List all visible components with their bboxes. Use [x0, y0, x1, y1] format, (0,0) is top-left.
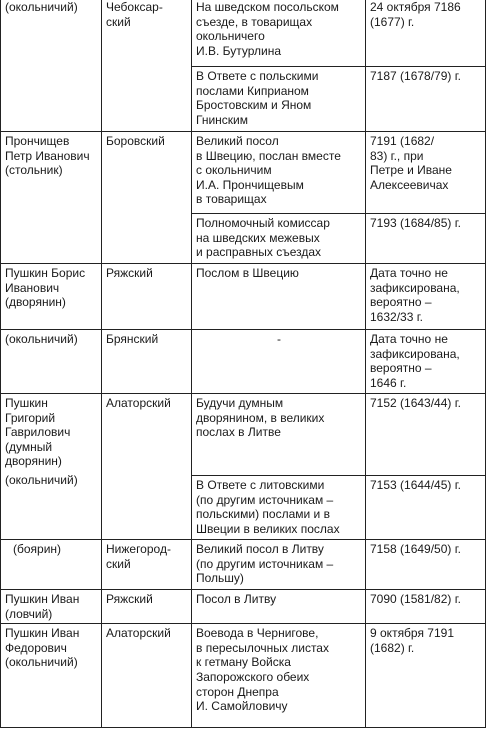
- person-cell: (боярин): [1, 540, 102, 590]
- person-cell: Пушкин Иван Федорович (окольничий): [1, 624, 102, 728]
- date-cell: Дата точно не зафиксирована, вероятно – 1632/33 г.: [366, 264, 486, 330]
- table-row: [1, 394, 486, 476]
- table-row: [1, 540, 486, 590]
- district-cell: Боровский: [102, 132, 192, 264]
- date-cell: 7152 (1643/44) г.: [366, 394, 486, 476]
- event-cell: В Ответе с польскими послами Киприаном Бростовским и Яном Гнинским: [192, 67, 366, 132]
- person-cell: [1, 394, 102, 540]
- event-cell: Воевода в Чернигове, в пересылочных листах к гетману Войска Запорожского обеих сторон Днепра И. Самойловичу: [192, 624, 366, 728]
- table-row: [1, 330, 486, 394]
- event-cell: Великий посол в Швецию, послан вместе с окольничим И.А. Прончищевым в товарищах: [192, 132, 366, 214]
- table-row: [1, 624, 486, 728]
- table-row: [1, 264, 486, 330]
- event-cell: Великий посол в Литву (по другим источникам – Польшу): [192, 540, 366, 590]
- district-cell: Нижегород- ский: [102, 540, 192, 590]
- person-cell: Прончищев Петр Иванович (стольник): [1, 132, 102, 264]
- date-cell: 9 октября 7191 (1682) г.: [366, 624, 486, 728]
- district-cell: Ряжский: [102, 264, 192, 330]
- event-cell: Посол в Литву: [192, 590, 366, 624]
- date-cell: 7158 (1649/50) г.: [366, 540, 486, 590]
- event-cell: -: [192, 330, 366, 394]
- table-row: [1, 0, 486, 67]
- date-cell: 7193 (1684/85) г.: [366, 214, 486, 264]
- date-cell: Дата точно не зафиксирована, вероятно – 1646 г.: [366, 330, 486, 394]
- event-cell: На шведском посольском съезде, в товарищах окольничего И.В. Бутурлина: [192, 0, 366, 67]
- date-cell: 7153 (1644/45) г.: [366, 476, 486, 540]
- person-cell: (окольничий): [1, 0, 102, 132]
- person-name: Пушкин Григорий Гаврилович (думный дворянин): [5, 396, 71, 469]
- table-row: [1, 132, 486, 214]
- event-cell: Будучи думным дворянином, в великих послах в Литве: [192, 394, 366, 476]
- date-cell: 24 октября 7186 (1677) г.: [366, 0, 486, 67]
- event-cell: В Ответе с литовскими (по другим источникам – польскими) послами и в Швеции в великих послах: [192, 476, 366, 540]
- date-cell: 7090 (1581/82) г.: [366, 590, 486, 624]
- event-cell: Полномочный комиссар на шведских межевых и расправных съездах: [192, 214, 366, 264]
- date-cell: 7191 (1682/ 83) г., при Петре и Иване Алексеевичах: [366, 132, 486, 214]
- event-cell: Послом в Швецию: [192, 264, 366, 330]
- district-cell: Ряжский: [102, 590, 192, 624]
- district-cell: Алаторский: [102, 394, 192, 540]
- person-cell: (окольничий): [1, 330, 102, 394]
- district-cell: Брянский: [102, 330, 192, 394]
- table-row: [1, 590, 486, 624]
- person-cell: Пушкин Иван (ловчий): [1, 590, 102, 624]
- district-cell: Алаторский: [102, 624, 192, 728]
- date-cell: 7187 (1678/79) г.: [366, 67, 486, 132]
- person-cell: Пушкин Борис Иванович (дворянин): [1, 264, 102, 330]
- person-rank: (окольничий): [5, 472, 78, 487]
- district-cell: Чебоксар- ский: [102, 0, 192, 132]
